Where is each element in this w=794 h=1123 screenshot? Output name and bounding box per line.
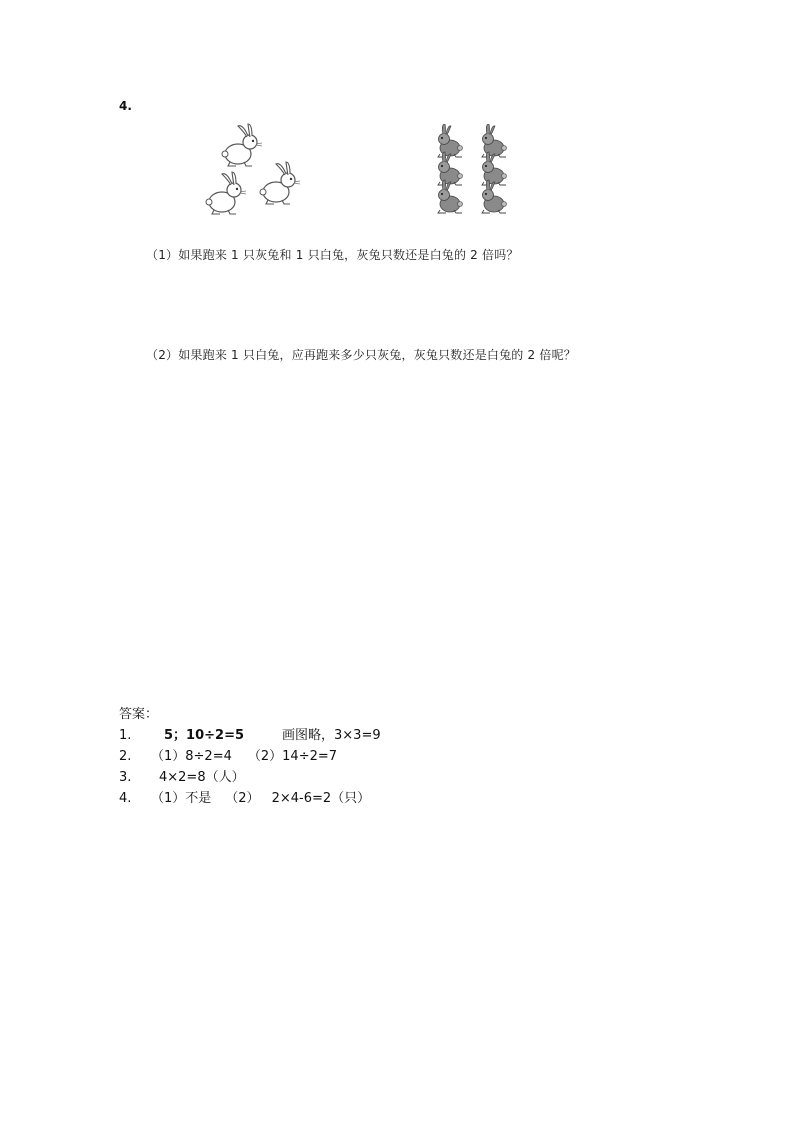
gray-rabbit: [482, 124, 507, 157]
white-rabbit: [206, 172, 246, 214]
answer-3-part1: 4×2=8（人）: [159, 770, 245, 785]
answer-2: [119, 745, 337, 764]
answer-3: [119, 766, 245, 785]
sub-question-1: （1）如果跑来 1 只灰兔和 1 只白兔，灰兔只数还是白兔的 2 倍吗？: [146, 248, 519, 262]
answer-1: [119, 724, 381, 743]
answer-4-part2: （2）: [225, 791, 260, 806]
sub-question-2: （2）如果跑来 1 只白兔，应再跑来多少只灰兔，灰兔只数还是白兔的 2 倍呢？: [146, 348, 576, 362]
answer-4-number: 4.: [119, 791, 132, 806]
answer-1-part2: 画图略，3×3=9: [282, 728, 381, 743]
answer-1-part1: 5；10÷2=5: [164, 728, 245, 743]
answer-1-number: 1.: [119, 728, 132, 743]
answer-2-number: 2.: [119, 749, 132, 764]
question-number: 4.: [119, 99, 132, 113]
answer-3-number: 3.: [119, 770, 132, 785]
answers-heading: 答案：: [119, 707, 159, 722]
white-rabbit: [222, 124, 262, 166]
answer-2-part1: （1）8÷2=4: [151, 749, 232, 764]
answer-2-part2: （2）14÷2=7: [247, 749, 338, 764]
answer-4: [119, 787, 370, 806]
gray-rabbit: [438, 124, 463, 157]
white-rabbit: [260, 162, 300, 204]
answer-4-part1: （1）不是: [151, 791, 212, 806]
white-rabbits-illustration: [200, 122, 300, 220]
answer-4-part3: 2×4-6=2（只）: [271, 791, 371, 806]
gray-rabbits-illustration: [430, 124, 516, 216]
